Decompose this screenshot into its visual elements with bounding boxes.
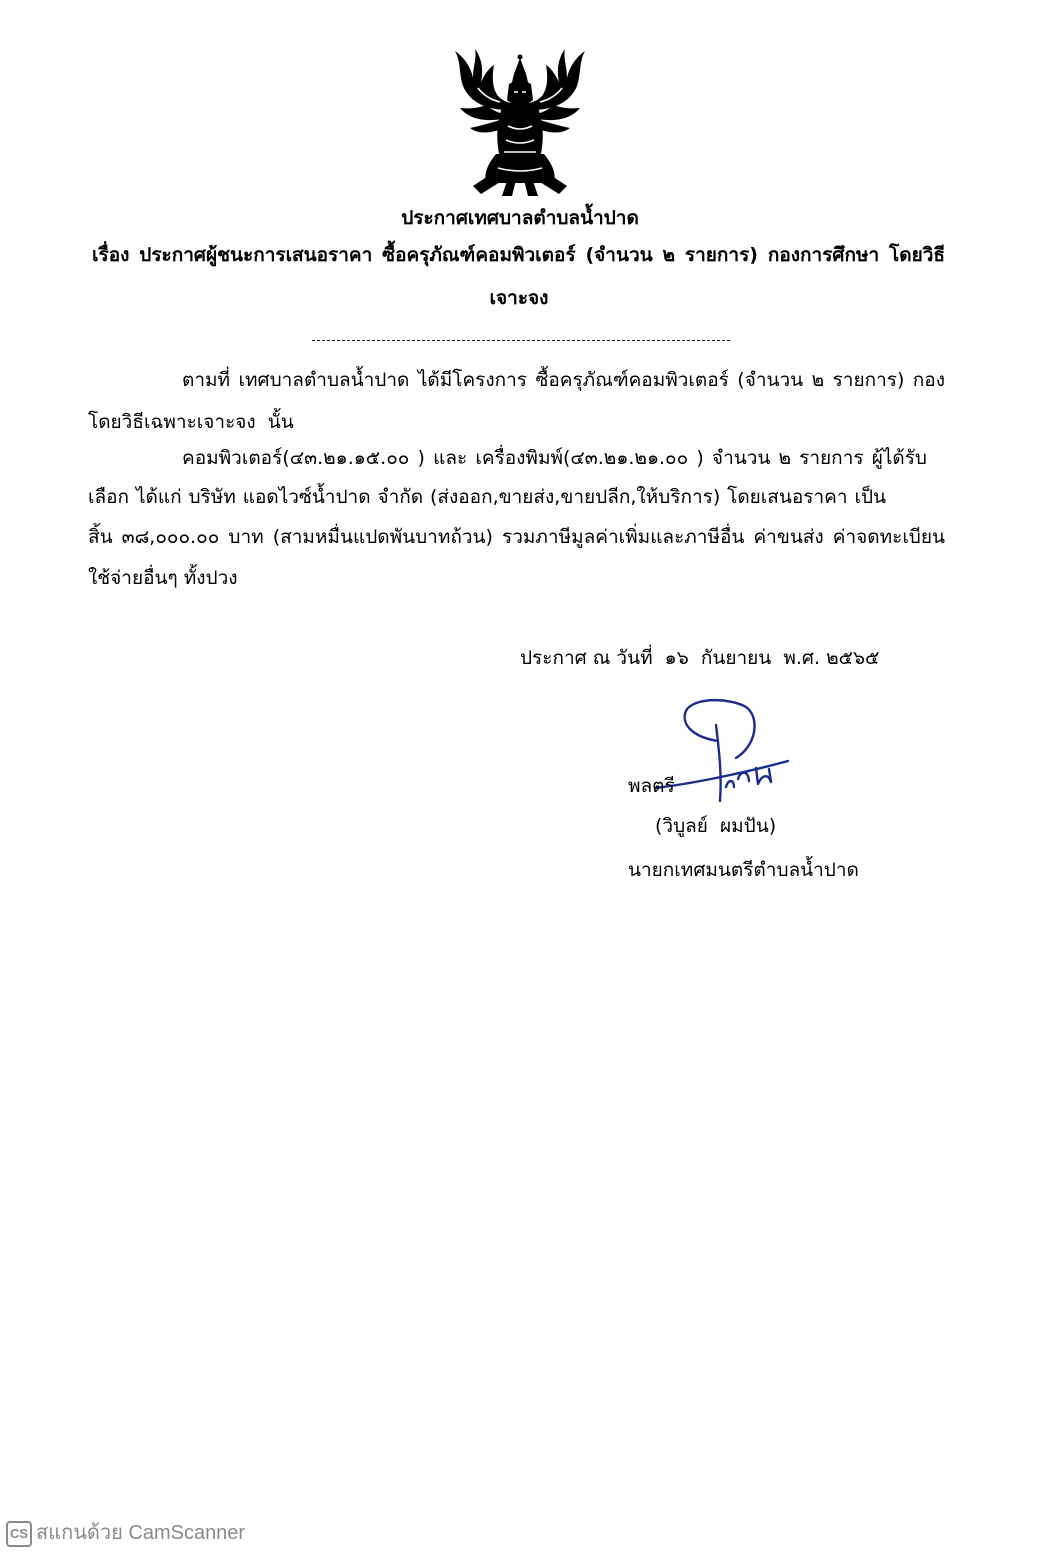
signer-name: (วิบูลย์ ผมปัน) [655, 815, 777, 837]
body-line: คอมพิวเตอร์(๔๓.๒๑.๑๕.๐๐ ) และ เครื่องพิมพ์(๔๓.๒๑.๒๑.๐๐ ) จำนวน ๒ รายการ ผู้ได้รับ [182, 447, 927, 469]
camscanner-watermark: สแกนด้วย CamScanner [36, 1522, 246, 1544]
camscanner-logo-icon: CS [6, 1521, 32, 1547]
body-line: ตามที่ เทศบาลตำบลน้ำปาด ได้มีโครงการ ซื้อครุภัณฑ์คอมพิวเตอร์ (จำนวน ๒ รายการ) กอง [182, 369, 945, 391]
signer-rank: พลตรี [628, 775, 675, 797]
announcement-date: ประกาศ ณ วันที่ ๑๖ กันยายน พ.ศ. ๒๕๖๕ [520, 647, 880, 669]
body-line: โดยวิธีเฉพาะเจาะจง นั้น [88, 411, 294, 433]
body-line: ใช้จ่ายอื่นๆ ทั้งปวง [88, 567, 238, 589]
signer-position: นายกเทศมนตรีตำบลน้ำปาด [628, 859, 859, 881]
body-line: เลือก ได้แก่ บริษัท แอดไวซ์น้ำปาด จำกัด (ส่งออก,ขายส่ง,ขายปลีก,ให้บริการ) โดยเสนอราคา เป็น [88, 486, 886, 508]
document-title: ประกาศเทศบาลตำบลน้ำปาด [401, 207, 639, 229]
garuda-emblem-icon [448, 48, 592, 198]
subject-line-2: เจาะจง [489, 287, 549, 309]
body-line: สิ้น ๓๘,๐๐๐.๐๐ บาท (สามหมื่นแปดพันบาทถ้วน) รวมภาษีมูลค่าเพิ่มและภาษีอื่น ค่าขนส่ง ค่าจดทะเบียน [88, 526, 945, 548]
dashed-divider [312, 340, 730, 341]
subject-line-1: เรื่อง ประกาศผู้ชนะการเสนอราคา ซื้อครุภัณฑ์คอมพิวเตอร์ (จำนวน ๒ รายการ) กองการศึกษา โดยวิธี [92, 244, 945, 266]
